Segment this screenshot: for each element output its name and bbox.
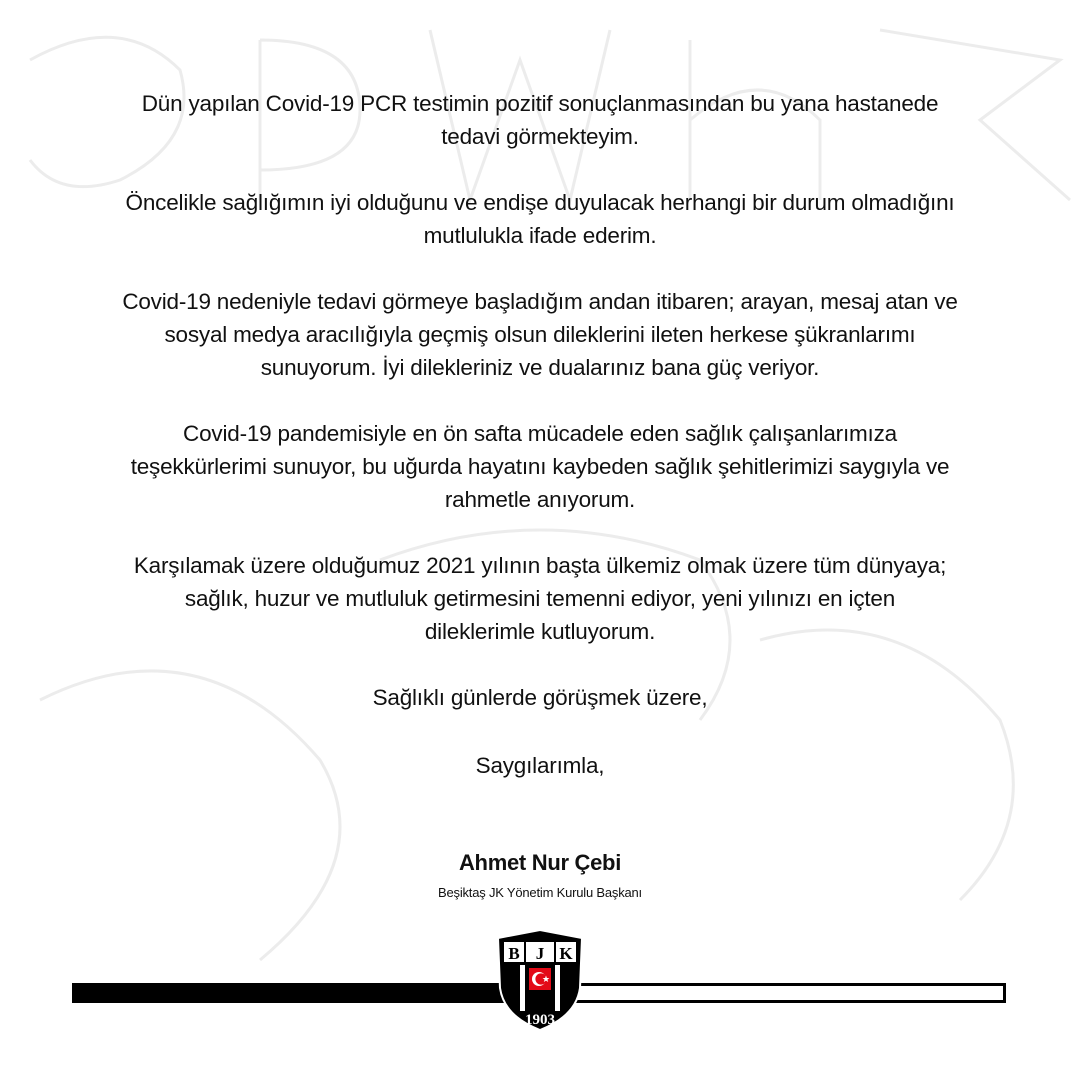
- letter-paragraph: [110, 417, 970, 516]
- letter-line: dileklerimle kutluyorum.: [424, 619, 656, 644]
- letter-paragraph: [110, 285, 970, 384]
- letter-paragraph: [110, 549, 970, 648]
- signer-name: Ahmet Nur Çebi: [458, 850, 622, 875]
- footer-stripe-outline: [568, 983, 1006, 1003]
- letter-line: Covid-19 nedeniyle tedavi görmeye başladığım andan itibaren; arayan, mesaj atan ve: [122, 289, 958, 314]
- crest-year: 1903: [525, 1012, 555, 1028]
- letter-line: rahmetle anıyorum.: [444, 487, 636, 512]
- letter-paragraph: [110, 749, 970, 782]
- letter-line: Öncelikle sağlığımın iyi olduğunu ve endişe duyulacak herhangi bir durum olmadığını: [125, 190, 955, 215]
- letter-paragraph: [110, 87, 970, 153]
- letter-line: sunuyorum. İyi dilekleriniz ve dualarınız bana güç veriyor.: [260, 355, 820, 380]
- letter-line: Covid-19 pandemisiyle en ön safta mücadele eden sağlık çalışanlarımıza: [183, 421, 897, 446]
- letter-line: teşekkürlerimi sunuyor, bu uğurda hayatını kaybeden sağlık şehitlerimizi saygıyla ve: [130, 454, 950, 479]
- letter-body: [110, 87, 970, 817]
- crest-letter-k: K: [559, 944, 573, 963]
- crest-letter-j: J: [535, 944, 545, 963]
- letter-line: Dün yapılan Covid-19 PCR testimin pozitif sonuçlanmasından bu yana hastanede: [141, 91, 939, 116]
- letter-paragraph: [110, 681, 970, 714]
- letter-line: Saygılarımla,: [475, 753, 605, 778]
- signer-title: Beşiktaş JK Yönetim Kurulu Başkanı: [438, 885, 642, 900]
- letter-line: mutlulukla ifade ederim.: [423, 223, 657, 248]
- club-crest-icon: [496, 928, 584, 1032]
- letter-line: Karşılamak üzere olduğumuz 2021 yılının başta ülkemiz olmak üzere tüm dünyaya;: [133, 553, 947, 578]
- letter-paragraph: [110, 186, 970, 252]
- crest-letter-b: B: [508, 944, 520, 963]
- footer-stripe-black: [72, 983, 512, 1003]
- letter-line: sosyal medya aracılığıyla geçmiş olsun dileklerini ileten herkese şükranlarımı: [164, 322, 916, 347]
- letter-line: tedavi görmekteyim.: [441, 124, 639, 149]
- letter-line: Sağlıklı günlerde görüşmek üzere,: [372, 685, 708, 710]
- letter-line: sağlık, huzur ve mutluluk getirmesini temenni ediyor, yeni yılınızı en içten: [184, 586, 896, 611]
